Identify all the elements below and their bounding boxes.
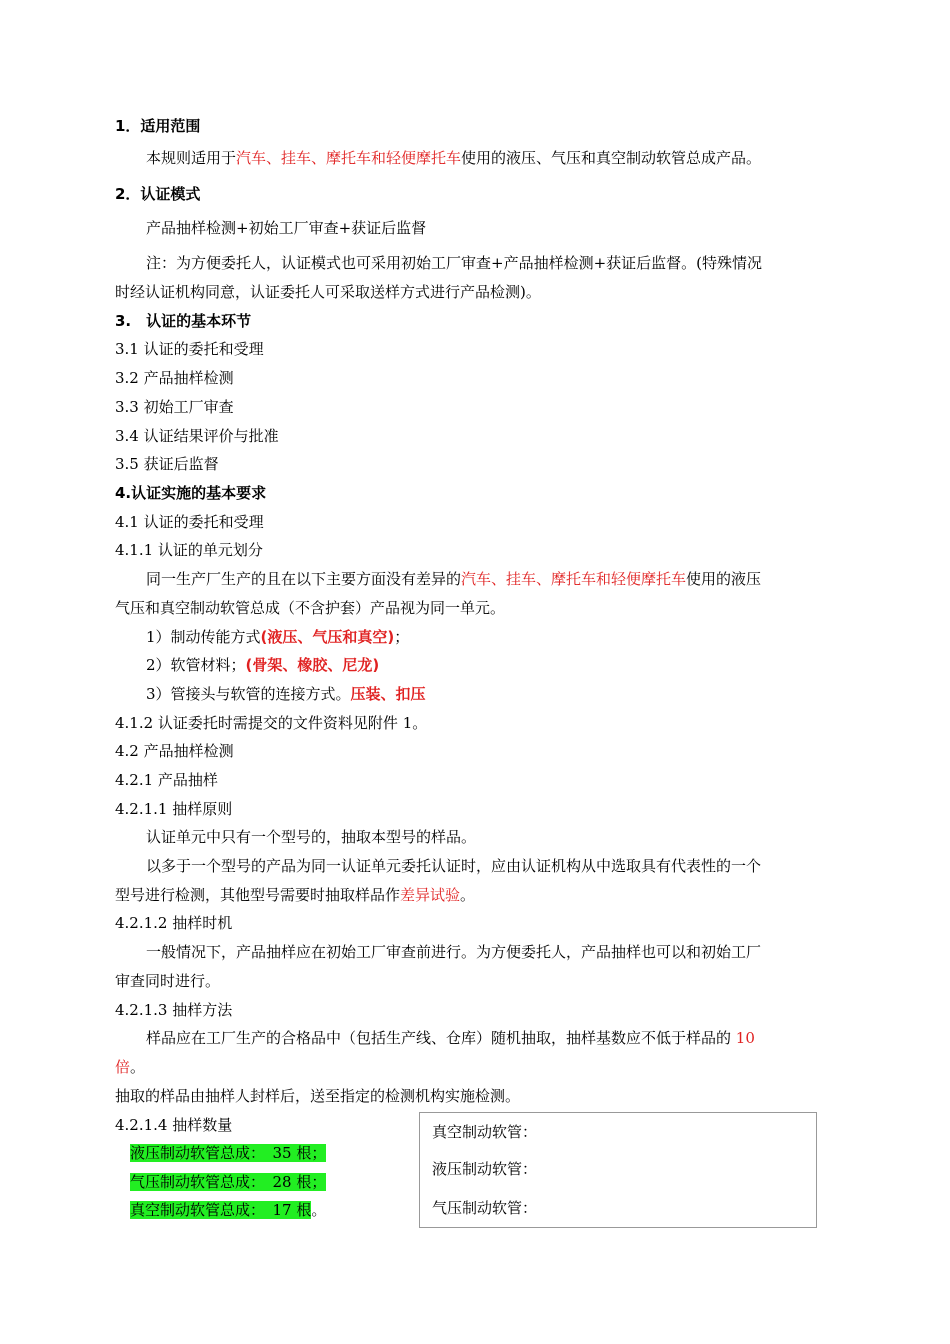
sampling-method-line-1: 样品应在工厂生产的合格品中（包括生产线、仓库）随机抽取，抽样基数应不低于样品的 10 <box>146 1029 755 1047</box>
section-2-heading: 2．认证模式 <box>115 185 201 203</box>
certification-mode: 产品抽样检测+初始工厂审查+获证后监督 <box>146 219 427 237</box>
mode-note-line-1: 注：为方便委托人，认证模式也可采用初始工厂审查+产品抽样检测+获证后监督。(特殊情况 <box>146 254 762 272</box>
unit-criterion-3: 3）管接头与软管的连接方式。压装、扣压 <box>146 685 426 703</box>
heading-4-1-1: 4.1.1 认证的单元划分 <box>115 541 263 559</box>
section-4-heading: 4.认证实施的基本要求 <box>115 484 267 502</box>
heading-4-1-2: 4.1.2 认证委托时需提交的文件资料见附件 1。 <box>115 714 428 732</box>
sampling-time-line-2: 审查同时进行。 <box>115 972 221 990</box>
heading-4-2-1-2: 4.2.1.2 抽样时机 <box>115 914 233 932</box>
sampling-method-line-3: 抽取的样品由抽样人封样后，送至指定的检测机构实施检测。 <box>115 1087 521 1105</box>
heading-4-2: 4.2 产品抽样检测 <box>115 742 234 760</box>
unit-paragraph-line-1: 同一生产厂生产的且在以下主要方面没有差异的汽车、挂车、摩托车和轻便摩托车使用的液压 <box>146 570 762 588</box>
scope-paragraph: 本规则适用于汽车、挂车、摩托车和轻便摩托车使用的液压、气压和真空制动软管总成产品。 <box>146 149 762 167</box>
unit-criterion-2: 2）软管材料；(骨架、橡胶、尼龙) <box>146 656 380 674</box>
quantity-pneumatic: 气压制动软管总成： 28 根； <box>130 1173 327 1191</box>
sampling-multi-line-1: 以多于一个型号的产品为同一认证单元委托认证时，应由认证机构从中选取具有代表性的一个 <box>146 857 762 875</box>
heading-4-2-1: 4.2.1 产品抽样 <box>115 771 218 789</box>
quantity-vacuum: 真空制动软管总成： 17 根。 <box>130 1201 327 1219</box>
step-item: 3.4 认证结果评价与批准 <box>115 427 279 445</box>
hose-notes-box <box>419 1112 817 1228</box>
heading-4-2-1-4: 4.2.1.4 抽样数量 <box>115 1116 233 1134</box>
step-item: 3.5 获证后监督 <box>115 455 219 473</box>
box-vacuum-label: 真空制动软管： <box>432 1123 538 1141</box>
sampling-time-line-1: 一般情况下，产品抽样应在初始工厂审查前进行。为方便委托人，产品抽样也可以和初始工厂 <box>146 943 762 961</box>
unit-criterion-1: 1）制动传能方式(液压、气压和真空)； <box>146 628 410 646</box>
section-1-heading: 1．适用范围 <box>115 117 201 135</box>
sampling-single-model: 认证单元中只有一个型号的，抽取本型号的样品。 <box>146 828 477 846</box>
sampling-multi-line-2: 型号进行检测，其他型号需要时抽取样品作差异试验。 <box>115 886 476 904</box>
box-pneumatic-label: 气压制动软管： <box>432 1199 538 1217</box>
quantity-hydraulic: 液压制动软管总成： 35 根； <box>130 1144 327 1162</box>
sampling-method-line-2: 倍。 <box>115 1058 146 1076</box>
step-item: 3.1 认证的委托和受理 <box>115 340 264 358</box>
heading-4-2-1-1: 4.2.1.1 抽样原则 <box>115 800 233 818</box>
unit-paragraph-line-2: 气压和真空制动软管总成（不含护套）产品视为同一单元。 <box>115 599 506 617</box>
section-3-heading: 3. 认证的基本环节 <box>115 312 252 330</box>
heading-4-2-1-3: 4.2.1.3 抽样方法 <box>115 1001 233 1019</box>
heading-4-1: 4.1 认证的委托和受理 <box>115 513 264 531</box>
mode-note-line-2: 时经认证机构同意，认证委托人可采取送样方式进行产品检测)。 <box>115 283 541 301</box>
box-hydraulic-label: 液压制动软管： <box>432 1160 538 1178</box>
step-item: 3.3 初始工厂审查 <box>115 398 234 416</box>
step-item: 3.2 产品抽样检测 <box>115 369 234 387</box>
